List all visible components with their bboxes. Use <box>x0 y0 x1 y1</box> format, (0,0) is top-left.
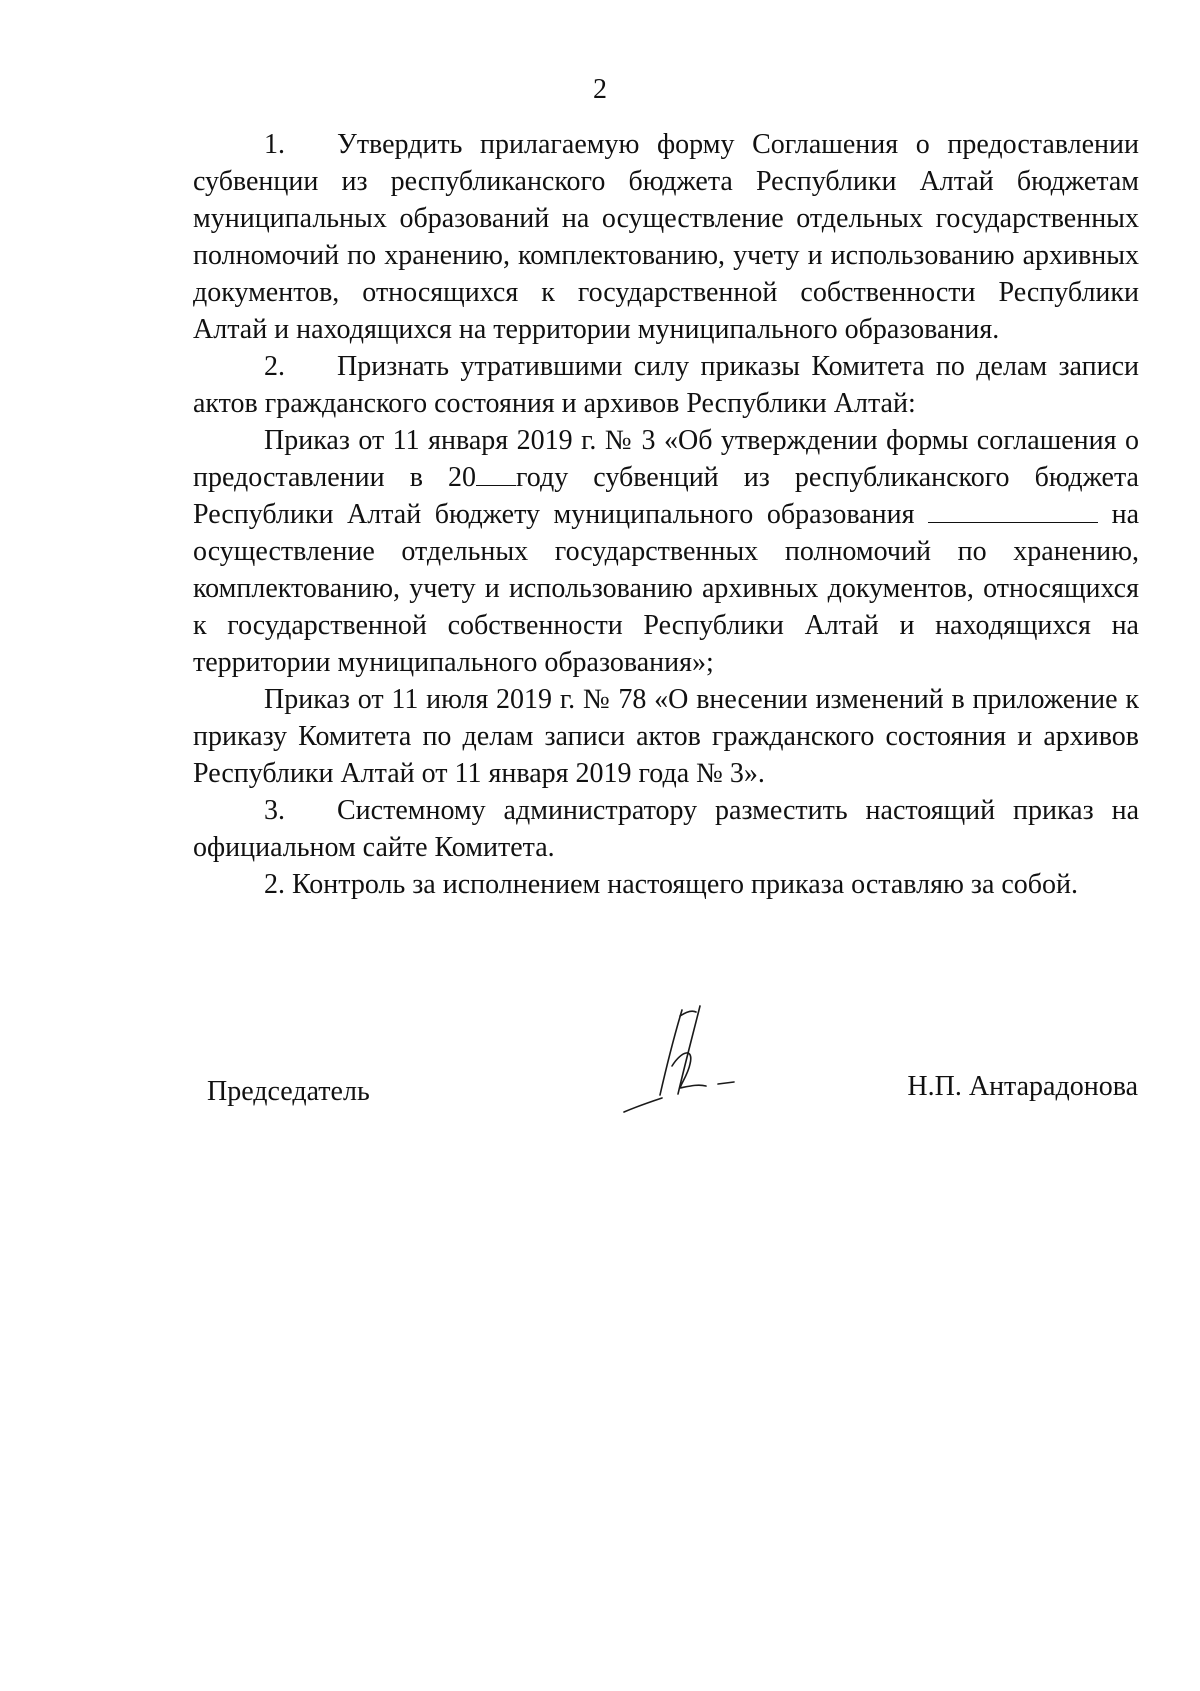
municipality-blank <box>928 496 1098 523</box>
page-number: 2 <box>593 74 607 105</box>
paragraph-text: Приказ от 11 июля 2019 г. № 78 «О внесении изменений в приложение к приказу Комитета по делам записи актов гражданского состояния и архивов Республики Алтай от 11 января 2019 года № 3». <box>193 684 1139 789</box>
paragraph-text-part: Приказ от 11 января 2019 г. № 3 «Об утверждении формы соглашения о предоставлении в 20 <box>193 425 1139 493</box>
paragraph-number: 1. <box>264 129 285 160</box>
paragraph-text-part: на осуществление отдельных государственных полномочий по хранению, комплектованию, учету и использованию архивных документов, относящихся к государственной собственности Республики Алтай и находящихся на территории муниципального образования»; <box>193 499 1140 678</box>
paragraph-text-part: году субвенций из республиканского бюджета Республики Алтай бюджету муниципального образования <box>193 462 1139 530</box>
signatory-title: Председатель <box>207 1076 370 1107</box>
paragraph-text: 2. Контроль за исполнением настоящего приказа оставляю за собой. <box>264 869 1079 900</box>
paragraph-control <box>193 866 1139 903</box>
year-blank <box>476 459 516 486</box>
paragraph-order-3 <box>193 422 1139 681</box>
paragraph-text: Признать утратившими силу приказы Комитета по делам записи актов гражданского состояния и архивов Республики Алтай: <box>193 351 1139 419</box>
document-body <box>193 126 1139 903</box>
paragraph-text: Системному администратору разместить настоящий приказ на официальном сайте Комитета. <box>193 795 1139 863</box>
paragraph-order-78 <box>193 681 1139 792</box>
paragraph-number: 3. <box>264 795 285 826</box>
paragraph-2 <box>193 348 1139 422</box>
handwritten-signature-icon <box>610 990 770 1140</box>
paragraph-1 <box>193 126 1139 348</box>
paragraph-number: 2. <box>264 351 285 382</box>
signatory-name: Н.П. Антарадонова <box>907 1071 1138 1102</box>
signature-block <box>0 1050 1200 1140</box>
paragraph-3 <box>193 792 1139 866</box>
paragraph-text: Утвердить прилагаемую форму Соглашения о предоставлении субвенции из республиканского бюджета Республики Алтай бюджетам муниципальных образований на осуществление отдельных государственных полномочий по хранению, комплектованию, учету и использованию архивных документов, относящихся к государственной собственности Республики Алтай и находящихся на территории муниципального образования. <box>193 129 1139 345</box>
